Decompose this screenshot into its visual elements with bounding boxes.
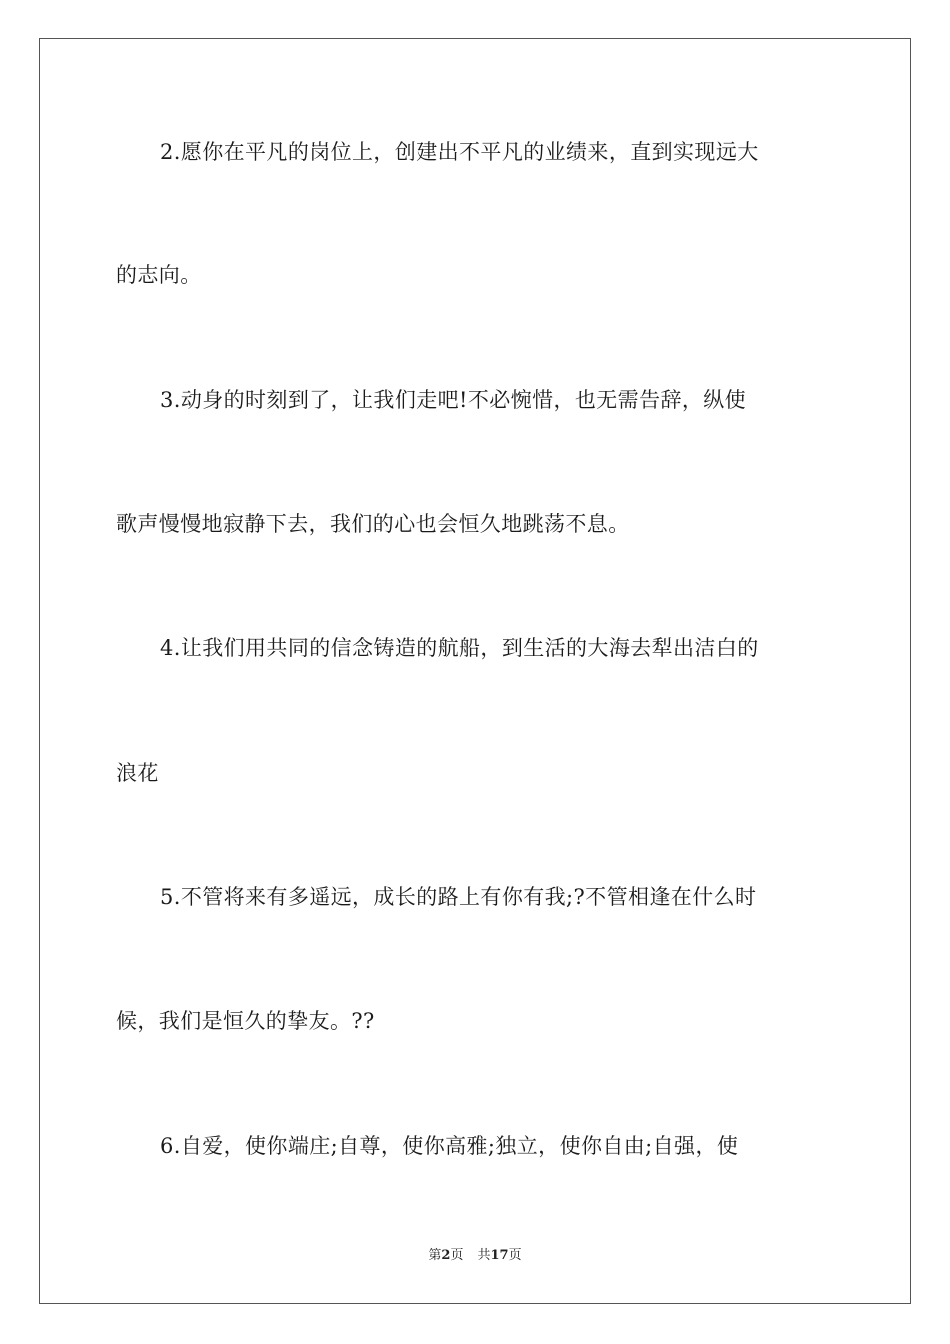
text-line-9: 6.自爱，使你端庄;自尊，使你高雅;独立，使你自由;自强，使: [160, 1134, 739, 1158]
page-border: [39, 38, 911, 1304]
total-pages: 17: [490, 1248, 509, 1263]
text-line-5: 4.让我们用共同的信念铸造的航船，到生活的大海去犁出洁白的: [160, 636, 759, 660]
text-line-3: 3.动身的时刻到了，让我们走吧!不必惋惜，也无需告辞，纵使: [160, 388, 747, 412]
page-footer: [0, 1247, 950, 1265]
text-line-8: 候，我们是恒久的挚友。??: [116, 1009, 375, 1033]
text-line-6: 浪花: [116, 761, 159, 785]
page-suffix: 页: [450, 1248, 464, 1263]
page-number: 2: [441, 1248, 451, 1263]
text-line-2: 的志向。: [116, 263, 202, 287]
total-prefix: 共: [477, 1248, 491, 1263]
text-line-1: 2.愿你在平凡的岗位上，创建出不平凡的业绩来，直到实现远大: [160, 140, 759, 164]
text-line-4: 歌声慢慢地寂静下去，我们的心也会恒久地跳荡不息。: [116, 512, 630, 536]
text-line-7: 5.不管将来有多遥远，成长的路上有你有我;?不管相逢在什么时: [160, 885, 757, 909]
page-prefix: 第: [428, 1248, 442, 1263]
total-suffix: 页: [508, 1248, 522, 1263]
